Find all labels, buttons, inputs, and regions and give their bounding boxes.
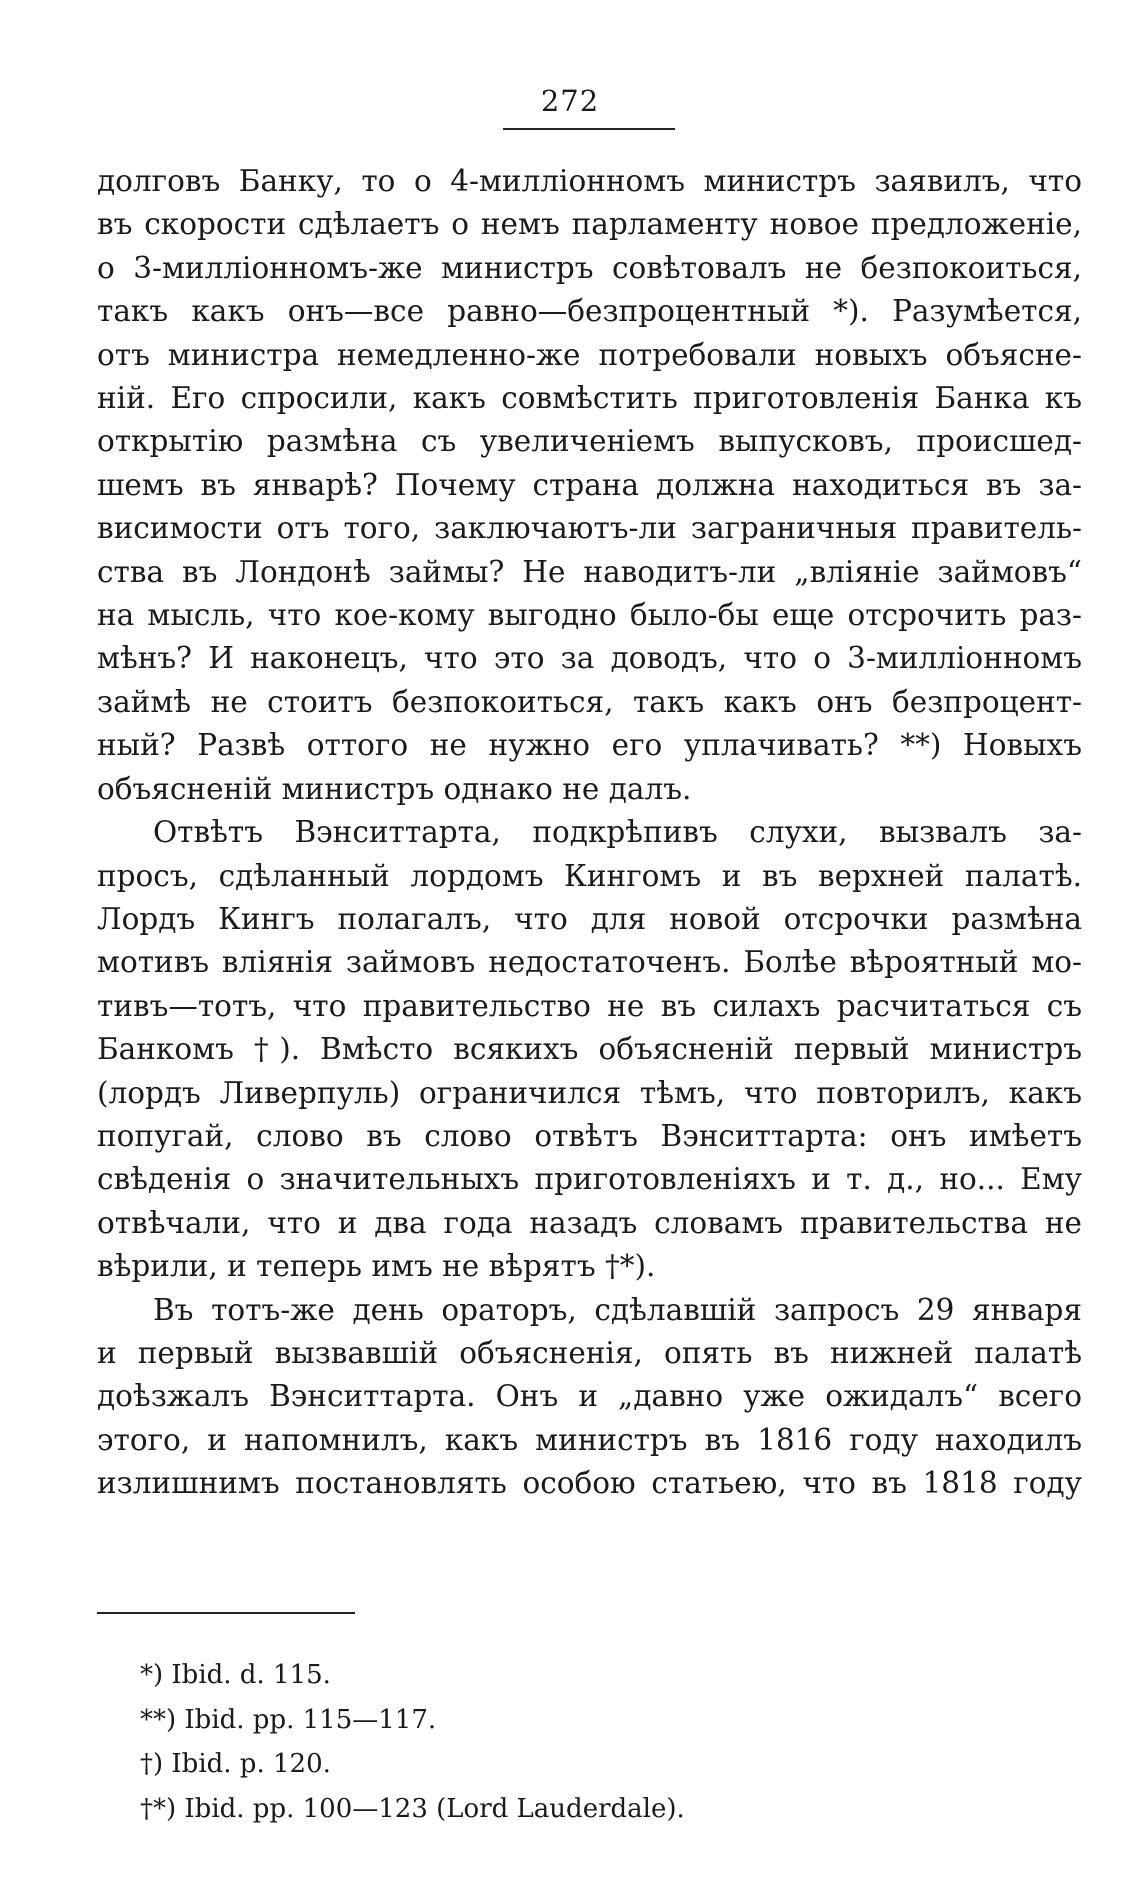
text-line: на мысль, что кое-кому выгодно было-бы еще отсрочить раз- (97, 598, 1082, 633)
text-line: шемъ въ январѣ? Почему страна должна находиться въ за- (97, 467, 1082, 502)
text-line: такъ какъ онъ—все равно—безпроцентный *). Разумѣется, (97, 294, 1082, 329)
text-line: Отвѣтъ Вэнситтарта, подкрѣпивъ слухи, вызвалъ за- (153, 815, 1082, 850)
text-line: излишнимъ постановлять особою статьею, что въ 1818 году (97, 1466, 1082, 1501)
text-line: Лордъ Кингъ полагалъ, что для новой отсрочки размѣна (97, 901, 1082, 936)
text-line: долговъ Банку, то о 4-милліонномъ министръ заявилъ, что (97, 164, 1082, 198)
text-line: висимости отъ того, заключаютъ-ли заграничныя правитель- (97, 511, 1082, 546)
text-line: Банкомъ †). Вмѣсто всякихъ объясненій первый министръ (97, 1032, 1082, 1067)
text-line: (лордъ Ливерпуль) ограничился тѣмъ, что повторилъ, какъ (97, 1075, 1082, 1110)
text-line: просъ, сдѣланный лордомъ Кингомъ и въ верхней палатѣ. (97, 858, 1082, 893)
text-line: свѣденія о значительныхъ приготовленіяхъ и т. д., но... Ему (97, 1162, 1082, 1197)
text-line: ства въ Лондонѣ займы? Не наводитъ-ли „вліяніе займовъ“ (97, 554, 1082, 589)
body-text (97, 160, 1082, 1506)
text-line: вѣрили, и теперь имъ не вѣрятъ †*). (97, 1249, 656, 1284)
text-line: открытію размѣна съ увеличеніемъ выпусковъ, происшед- (97, 424, 1082, 459)
paragraph-1 (97, 160, 1082, 811)
footnote: **) Ibid. pp. 115—117. (140, 1704, 437, 1735)
text-line: отъ министра немедленно-же потребовали новыхъ объясне- (97, 337, 1082, 372)
text-line: ный? Развѣ оттого не нужно его уплачивать? **) Новыхъ (97, 728, 1082, 763)
text-line: попугай, слово въ слово отвѣтъ Вэнситтарта: онъ имѣетъ (97, 1118, 1082, 1153)
text-line: доѣзжалъ Вэнситтарта. Онъ и „давно уже ожидалъ“ всего (97, 1379, 1082, 1414)
footnote: *) Ibid. d. 115. (140, 1660, 331, 1690)
text-line: Въ тотъ-же день ораторъ, сдѣлавшій запросъ 29 января (153, 1292, 1082, 1327)
text-line: мотивъ вліянія займовъ недостаточенъ. Болѣе вѣроятный мо- (97, 945, 1082, 980)
page-number-rule (503, 128, 675, 130)
text-line: мѣнъ? И наконецъ, что это за доводъ, что о 3-милліонномъ (97, 641, 1082, 676)
page-number: 272 (540, 84, 600, 118)
paragraph-3 (97, 1289, 1082, 1506)
text-line: объясненій министръ однако не далъ. (97, 771, 692, 806)
text-line: этого, и напомнилъ, какъ министръ въ 1816 году находилъ (97, 1422, 1082, 1457)
footnote-rule (97, 1612, 355, 1614)
footnote: †) Ibid. p. 120. (140, 1749, 331, 1779)
text-line: отвѣчали, что и два года назадъ словамъ правительства не (97, 1205, 1082, 1240)
paragraph-2 (97, 811, 1082, 1288)
text-line: и первый вызвавшій объясненія, опять въ нижней палатѣ (97, 1335, 1082, 1370)
text-line: въ скорости сдѣлаетъ о немъ парламенту новое предложеніе, (97, 207, 1082, 242)
text-line: займѣ не стоитъ безпокоиться, такъ какъ онъ безпроцент- (97, 684, 1082, 719)
text-line: ній. Его спросили, какъ совмѣстить приготовленія Банка къ (97, 381, 1082, 416)
text-line: тивъ—тотъ, что правительство не въ силахъ расчитаться съ (97, 988, 1082, 1023)
footnote: †*) Ibid. pp. 100—123 (Lord Lauderdale). (140, 1793, 685, 1824)
footnotes (140, 1653, 840, 1831)
text-line: о 3-милліонномъ-же министръ совѣтовалъ не безпокоиться, (97, 250, 1082, 285)
